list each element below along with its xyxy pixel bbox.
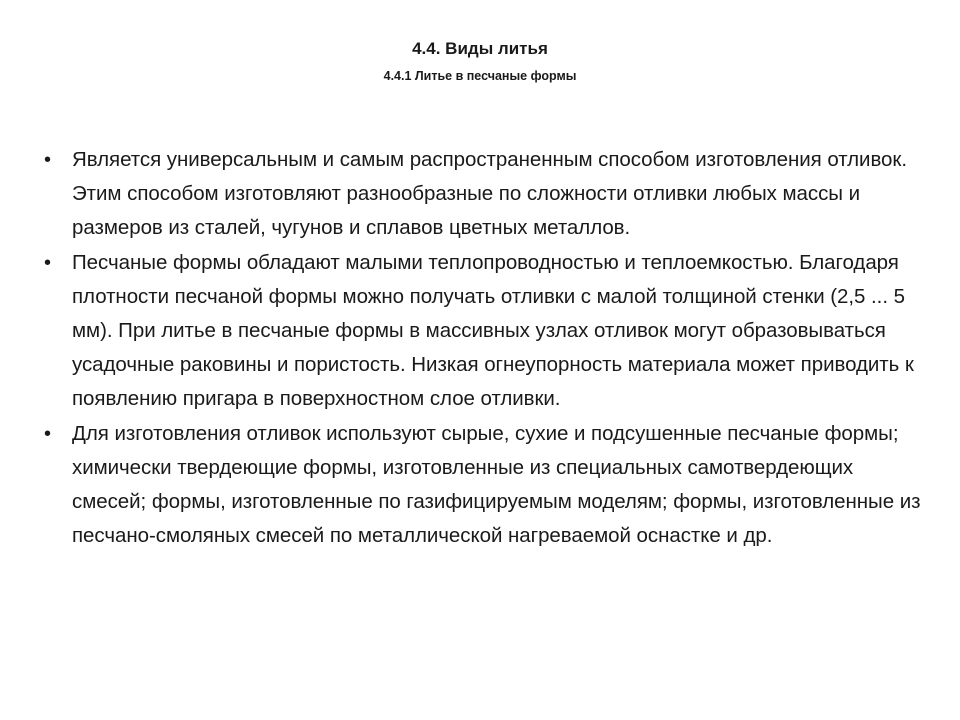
bullet-item: [44, 246, 924, 417]
bullet-item: [44, 417, 924, 554]
bullet-text: Песчаные формы обладают малыми теплопроводностью и теплоемкостью. Благодаря плотности песчаной формы можно получать отливки с малой толщиной стенки (2,5 ... 5 мм). При литье в песчаные формы в массивных узлах отливок могут образовываться усадочные раковины и пористость. Низкая огнеупорность материала может приводить к появлению пригара в поверхностном слое отливки.: [72, 250, 914, 411]
bullet-icon: •: [44, 422, 51, 445]
slide-subtitle: 4.4.1 Литье в песчаные формы: [383, 69, 577, 83]
bullet-text: Является универсальным и самым распространенным способом изготовления отливок. Этим способом изготовляют разнообразные по сложности отливки любых массы и размеров из сталей, чугунов и сплавов цветных металлов.: [72, 148, 907, 240]
bullet-icon: •: [44, 251, 51, 274]
bullet-text: Для изготовления отливок используют сырые, сухие и подсушенные песчаные формы; химически твердеющие формы, изготовленные из специальных самотвердеющих смесей; формы, изготовленные по газифицируемым моделям; формы, изготовленные из песчано-смоляных смесей по металлической нагреваемой оснастке и др.: [72, 421, 921, 548]
slide-title: 4.4. Виды литья: [412, 39, 548, 58]
bullet-icon: •: [44, 149, 51, 171]
bullet-item: [44, 143, 924, 246]
bullet-list: [44, 143, 924, 553]
